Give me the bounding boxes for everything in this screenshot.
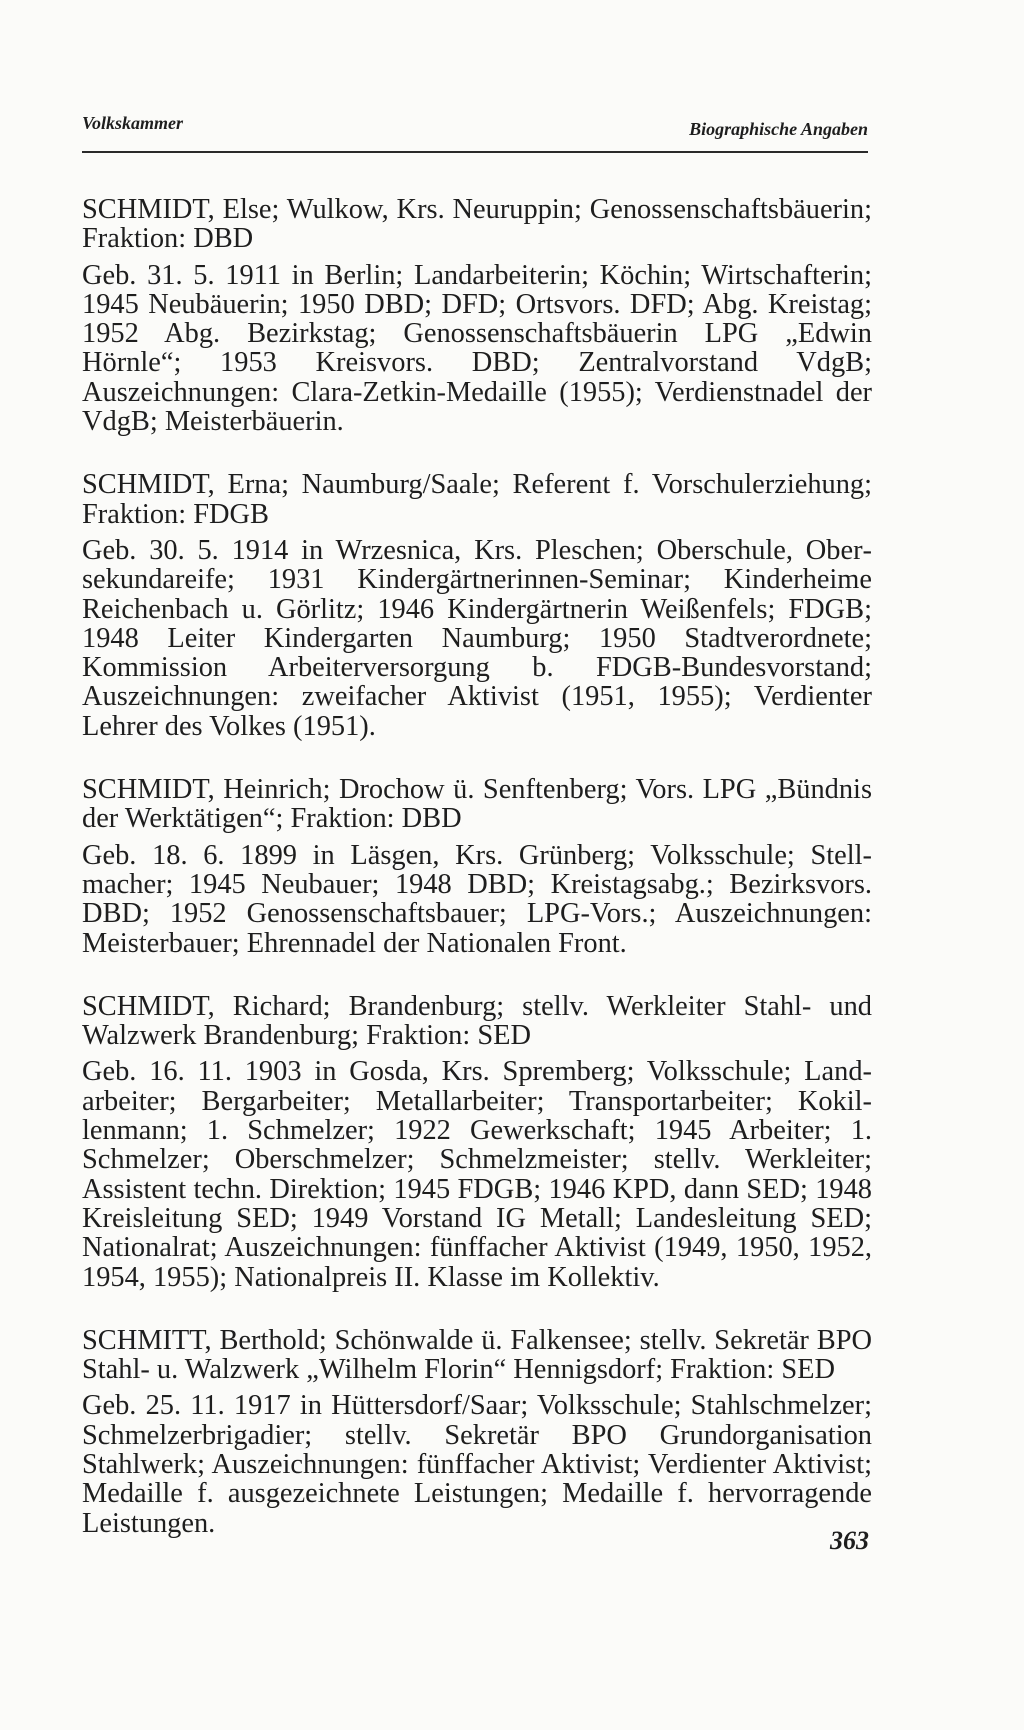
entry-heading: SCHMIDT, Heinrich; Drochow ü. Senftenberg; Vors. LPG „Bündnis der Werktätigen“; Fraktion: DBD: [82, 774, 872, 835]
entry-heading: SCHMIDT, Else; Wulkow, Krs. Neuruppin; Genossenschaftsbäuerin; Fraktion: DBD: [82, 194, 872, 255]
biography-entry: [82, 1326, 872, 1538]
header-left: Volkskammer: [82, 113, 184, 133]
entry-body: Geb. 25. 11. 1917 in Hüttersdorf/Saar; Volksschule; Stahlschmelzer; Schmelzerbrigadier; stellv. Sekretär BPO Grundorganisation Stahlwerk; Auszeichnungen: fünffacher Aktivist; Verdienter Aktivist; Medaille f. ausgezeichnete Leistungen; Medaille f. hervorragende Leistungen.: [82, 1390, 872, 1539]
entry-body: Geb. 31. 5. 1911 in Berlin; Landarbeiterin; Köchin; Wirtschafterin; 1945 Neubäuerin; 1950 DBD; DFD; Ortsvors. DFD; Abg. Kreistag; 1952 Abg. Bezirkstag; Genossenschaftsbäuerin LPG „Edwin Hörnle“; 1953 Kreisvors. DBD; Zentralvorstand VdgB; Auszeichnungen: Clara-Zetkin-Medaille (1955); Verdienstnadel der VdgB; Meisterbäuerin.: [82, 259, 872, 438]
biography-entry: [82, 775, 872, 958]
running-header: [82, 113, 868, 143]
header-rule: [82, 151, 868, 153]
entry-body: Geb. 30. 5. 1914 in Wrzesnica, Krs. Pleschen; Oberschule, Obersekundareife; 1931 Kindergärtnerinnen-Seminar; Kinderheime Reichenbach u. Görlitz; 1946 Kindergärtnerin Weißenfels; FDGB; 1948 Leiter Kindergarten Naumburg; 1950 Stadtverordnete; Kommission Arbeiterversorgung b. FDGB-Bundesvorstand; Auszeichnungen: zweifacher Aktivist (1951, 1955); Verdienter Lehrer des Volkes (1951).: [82, 534, 872, 742]
biography-entry: [82, 992, 872, 1292]
entry-heading: SCHMITT, Berthold; Schönwalde ü. Falkensee; stellv. Sekretär BPO Stahl- u. Walzwerk „Wilhelm Florin“ Hennigsdorf; Fraktion: SED: [82, 1324, 872, 1386]
biography-list: [82, 195, 872, 1572]
entry-heading: SCHMIDT, Erna; Naumburg/Saale; Referent f. Vorschulerziehung; Fraktion: FDGB: [82, 469, 872, 530]
header-right: Biographische Angaben: [689, 119, 868, 139]
entry-body: Geb. 16. 11. 1903 in Gosda, Krs. Spremberg; Volksschule; Landarbeiter; Bergarbeiter; Metallarbeiter; Transportarbeiter; Kokillenmann; 1. Schmelzer; 1922 Gewerkschaft; 1945 Arbeiter; 1. Schmelzer; Oberschmelzer; Schmelzmeister; stellv. Werkleiter; Assistent techn. Direktion; 1945 FDGB; 1946 KPD, dann SED; 1948 Kreisleitung SED; 1949 Vorstand IG Metall; Landesleitung SED; Nationalrat; Auszeichnungen: fünffacher Aktivist (1949, 1950, 1952, 1954, 1955); Nationalpreis II. Klasse im Kollektiv.: [82, 1056, 872, 1293]
entry-body: Geb. 18. 6. 1899 in Läsgen, Krs. Grünberg; Volksschule; Stellmacher; 1945 Neubauer; 1948 DBD; Kreistagsabg.; Bezirksvors. DBD; 1952 Genossenschaftsbauer; LPG-Vors.; Auszeichnungen: Meisterbauer; Ehrennadel der Nationalen Front.: [82, 839, 872, 959]
biography-entry: [82, 195, 872, 436]
biography-entry: [82, 470, 872, 741]
entry-heading: SCHMIDT, Richard; Brandenburg; stellv. Werkleiter Stahl- und Walzwerk Brandenburg; Fraktion: SED: [82, 990, 872, 1052]
page-number: 363: [830, 1526, 869, 1555]
